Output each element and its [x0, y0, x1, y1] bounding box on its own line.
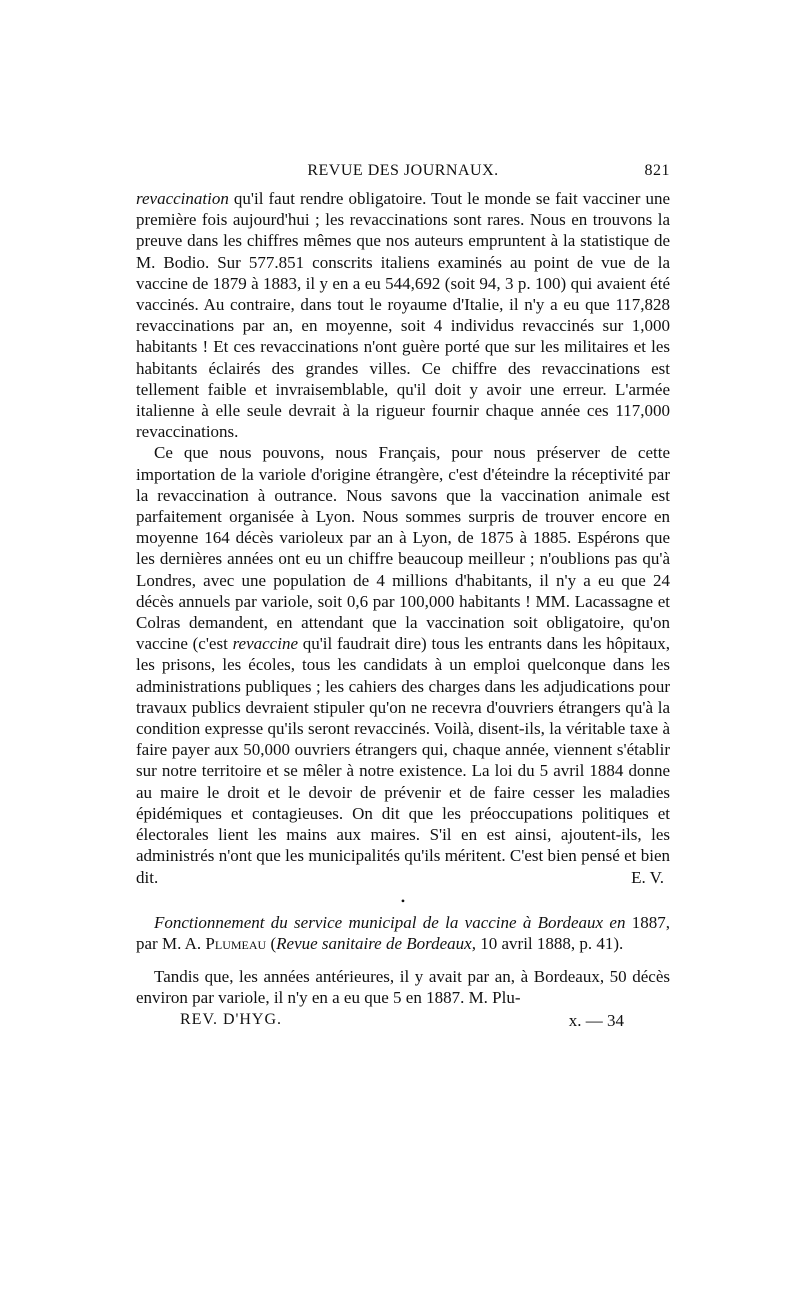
page-header: [136, 162, 670, 188]
article-2-title-part: 10 avril 1888, p. 41).: [475, 933, 624, 953]
section-ornament: •: [400, 893, 406, 908]
running-title: REVUE DES JOURNAUX.: [307, 162, 499, 179]
emphasis-revaccine: revaccine: [232, 634, 298, 654]
paragraph-text: qu'il faut rendre obligatoire. Tout le monde se fait vacciner une première fois aujourd'hui ; les revaccinations sont rares. Nous en trouvons la preuve dans les chiffres mêmes que nos auteurs empruntent à la statistique de M. Bodio. Sur 577.851 conscrits italiens examinés au point de vue de la vaccine de 1879 à 1883, il y en a eu 544,692 (soit 94, 3 p. 100) qui avaient été vaccinés. Au contraire, dans tout le royaume d'Italie, il n'y a eu que 117,828 revaccinations par an, en moyenne, soit 4 individus revaccinés sur 1,000 habitants ! Et ces revaccinations n'ont guère porté que sur les militaires et les habitants éclairés des grandes villes. Ce chiffre des revaccinations est tellement faible et invraisemblable, qu'il doit y avoir une erreur. L'armée italienne à elle seule devrait à la rigueur fournir chaque année ces 117,000 revaccinations.: [136, 189, 670, 442]
paragraph-text-before: Ce que nous pouvons, nous Français, pour nous préserver de cette importation de la variole d'origine étrangère, c'est d'éteindre la réceptivité par la revaccination à outrance. Nous savons que la vaccination animale est parfaitement organisée à Lyon. Nous sommes surpris de trouver encore en moyenne 164 décès varioleux par an à Lyon, de 1875 à 1885. Espérons que les dernières années ont eu un chiffre beaucoup meilleur ; n'oublions pas qu'à Londres, avec une population de 4 millions d'habitants, il n'y a eu que 24 décès annuels par variole, soit 0,6 par 100,000 habitants ! MM. Lacassagne et Colras demandent, en attendant que la vaccination soit obligatoire, qu'on vaccine (c'est: [136, 443, 670, 654]
journal-abbreviation: REV. D'HYG.: [180, 1010, 283, 1028]
document-page: [136, 162, 670, 1035]
page-footer: [136, 1011, 670, 1035]
article-2-paragraph-1: Tandis que, les années antérieures, il y avait par an, à Bordeaux, 50 décès environ par variole, il n'y en a eu que 5 en 1887. M. Plu-: [136, 967, 670, 1008]
article-2-title: [136, 912, 670, 954]
article-1-signature: E. V.: [631, 867, 664, 887]
article-1-paragraph-1: [136, 188, 670, 442]
article-2-title-part: 1887, par M. A.: [136, 912, 670, 953]
paragraph-text-after: qu'il faudrait dire) tous les entrants dans les hôpitaux, les prisons, les écoles, tous les candidats à un emploi quelconque dans les administrations publiques ; les cahiers des charges dans les adjudications pour travaux publics devraient stipuler qu'on ne recevra d'ouvriers étrangers qu'à la condition expresse qu'ils seront revaccinés. Voilà, disent-ils, la véritable taxe à faire payer aux 50,000 ouvriers étrangers qui, chaque année, viennent s'établir sur notre territoire et se mêler à notre existence. La loi du 5 avril 1884 donne au maire le droit et le devoir de prévenir et de faire cesser les maladies épidémiques et contagieuses. On dit que les préoccupations politiques et électorales lient les mains aux maires. S'il en est ainsi, ajoutent-ils, les administrés n'ont que les municipalités qu'ils méritent. C'est bien pensé et bien dit.: [136, 634, 670, 887]
article-2-title-italic: Fonctionnement du service municipal de la vaccine à Bordeaux en: [154, 912, 626, 932]
author-name: Plumeau: [205, 933, 267, 953]
lead-word: revaccination: [136, 189, 229, 208]
signature-mark: x. — 34: [568, 1010, 624, 1030]
page-number: 821: [644, 162, 670, 179]
article-2-title-part: (: [266, 933, 277, 953]
article-1-paragraph-2: [136, 442, 670, 887]
spacer: [136, 954, 670, 966]
source-journal: Revue sanitaire de Bordeaux,: [276, 933, 476, 953]
